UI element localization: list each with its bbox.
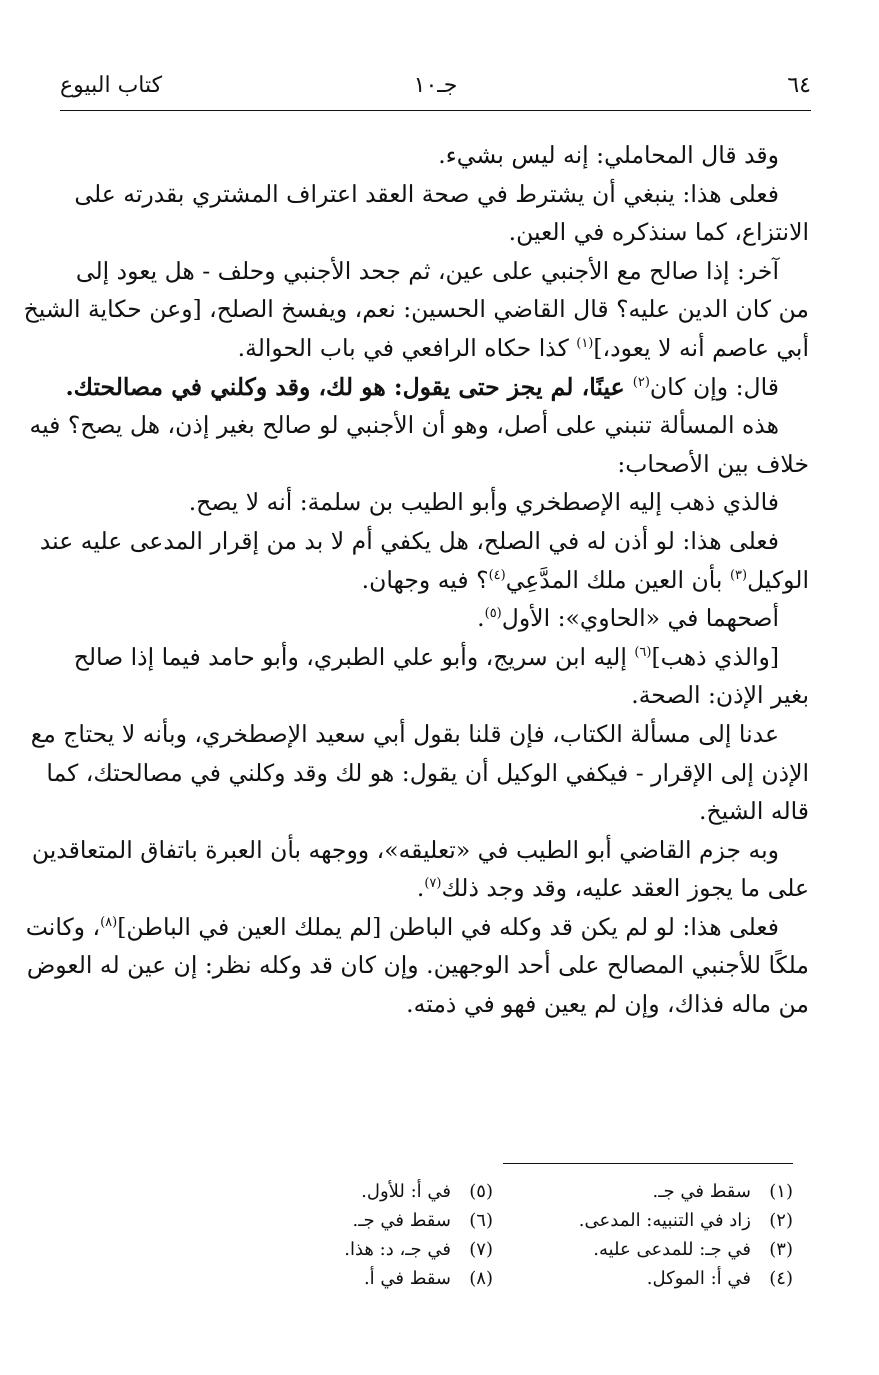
text-line: هذه المسألة تنبني على أصل، وهو أن الأجنبي لو صالح بغير إذن، هل يصح؟ فيه [29,411,779,440]
footnote-ref-5: (٥) [484,606,502,622]
text-line: فعلى هذا: لو أذن له في الصلح، هل يكفي أم لا بد من إقرار المدعى عليه عند [39,526,779,555]
footnote-text: في أ: الموكل. [646,1268,751,1289]
text-segment: على ما يجوز العقد عليه، وقد وجد ذلك [441,874,809,903]
text-segment: . [416,874,425,903]
text-line: من كان الدين عليه؟ قال القاضي الحسين: نعم، ويفسخ الصلح، [وعن حكاية الشيخ [23,295,809,324]
footnote-text: في أ: للأول. [361,1181,451,1202]
text-line [57,368,809,407]
footnote-number: (٧) [469,1239,493,1260]
text-line [25,908,809,947]
text-line [57,638,809,677]
footnote-text: سقط في جـ. [352,1210,451,1231]
footnote-item [223,1235,493,1264]
paragraph-11 [31,831,809,908]
text-line: فالذي ذهب إليه الإصطخري وأبو الطيب بن سلمة: أنه لا يصح. [188,488,779,517]
footnote-number: (٥) [469,1181,493,1202]
footnote-item [223,1206,493,1235]
text-segment: إليه ابن سريج، وأبو علي الطبري، وأبو حامد فيما إذا صالح [73,642,635,671]
text-segment: فعلى هذا: لو لم يكن قد وكله في الباطن [لم يملك العين في الباطن] [117,912,779,941]
footnote-number: (٨) [469,1268,493,1289]
text-segment: الوكيل [747,565,809,594]
text-line [57,869,809,908]
footnote-number: (٤) [769,1268,793,1289]
text-line: قاله الشيخ. [698,797,809,826]
text-line: آخر: إذا صالح مع الأجنبي على عين، ثم جحد الأجنبي وحلف - هل يعود إلى [75,256,779,285]
matn-quote: عينًا، لم يجز حتى يقول: هو لك، وقد وكلني في مصالحتك. [65,372,633,401]
paragraph-2 [57,175,809,252]
footnote-item [223,1177,493,1206]
footnote-number: (٣) [769,1239,793,1260]
text-segment: كذا حكاه الرافعي في باب الحوالة. [237,333,577,362]
text-segment: أصحهما في «الحاوي»: الأول [501,604,779,633]
footnote-ref-1: (١) [576,336,594,352]
text-line: بغير الإذن: الصحة. [631,681,809,710]
footnotes [233,1177,793,1307]
paragraph-10 [30,715,809,831]
paragraph-5 [29,406,809,483]
footnote-text: في جـ، د: هذا. [344,1239,451,1260]
footnote-item [223,1264,493,1293]
text-segment: أبي عاصم أنه لا يعود،] [593,333,809,362]
footnote-item [523,1206,793,1235]
footnote-ref-6: (٦) [634,644,652,660]
text-line: خلاف بين الأصحاب: [617,449,809,478]
text-segment: . [477,604,485,633]
text-line [57,599,809,638]
text-line: الانتزاع، كما سنذكره في العين. [508,218,809,247]
paragraph-8 [57,599,809,638]
page-number: ٦٤ [787,73,811,98]
text-line: فعلى هذا: ينبغي أن يشترط في صحة العقد اعتراف المشتري بقدرته على [74,179,779,208]
footnote-ref-7: (٧) [424,876,442,892]
text-line: عدنا إلى مسألة الكتاب، فإن قلنا بقول أبي سعيد الإصطخري، وبأنه لا يحتاج مع [30,719,779,748]
text-segment: بأن العين ملك المدَّعِي [505,565,730,594]
text-line: الإذن إلى الإقرار - فيكفي الوكيل أن يقول: هو لك وقد وكلني في مصالحتك، كما [46,758,809,787]
paragraph-9 [57,638,809,715]
footnote-text: في جـ: للمدعى عليه. [593,1239,751,1260]
footnote-text: سقط في أ. [363,1268,451,1289]
footnote-ref-3: (٣) [729,567,748,583]
footnote-item [523,1177,793,1206]
paragraph-7 [39,522,809,599]
running-header [60,66,811,111]
footnote-ref-8: (٨) [100,915,118,931]
text-line [57,329,809,368]
paragraph-1 [57,136,809,175]
footnote-number: (١) [769,1181,793,1202]
book-title: كتاب البيوع [60,73,163,98]
footnote-text: زاد في التنبيه: المدعى. [578,1210,751,1231]
footnote-column-right [523,1177,793,1293]
footnote-item [523,1235,793,1264]
footnote-divider [503,1163,793,1164]
volume-label: جـ١٠ [413,73,458,98]
footnote-number: (٦) [469,1210,493,1231]
paragraph-3 [23,252,809,368]
text-line: وبه جزم القاضي أبو الطيب في «تعليقه»، ووجهه بأن العبرة باتفاق المتعاقدين [31,835,779,864]
footnote-column-left [223,1177,493,1293]
footnote-number: (٢) [769,1210,793,1231]
text-segment: [والذي ذهب] [651,642,779,671]
paragraph-12 [25,908,809,1024]
text-line: ملكًا للأجنبي المصالح على أحد الوجهين. وإن كان قد وكله نظر: إن عين له العوض [26,951,809,980]
text-segment: ؟ فيه وجهان. [361,565,489,594]
paragraph-6 [57,483,809,522]
main-text [23,136,809,1024]
paragraph-4 [57,368,809,407]
text-line [57,561,809,600]
text-line: من ماله فذاك، وإن لم يعين فهو في ذمته. [406,990,809,1019]
footnote-text: سقط في جـ. [652,1181,751,1202]
text-segment: ، وكانت [25,912,101,941]
text-segment: قال: وإن كان [649,372,779,401]
footnote-ref-2: (٢) [632,374,650,390]
text-line: وقد قال المحاملي: إنه ليس بشيء. [438,141,779,169]
footnote-ref-4: (٤) [488,567,506,583]
footnote-item [523,1264,793,1293]
